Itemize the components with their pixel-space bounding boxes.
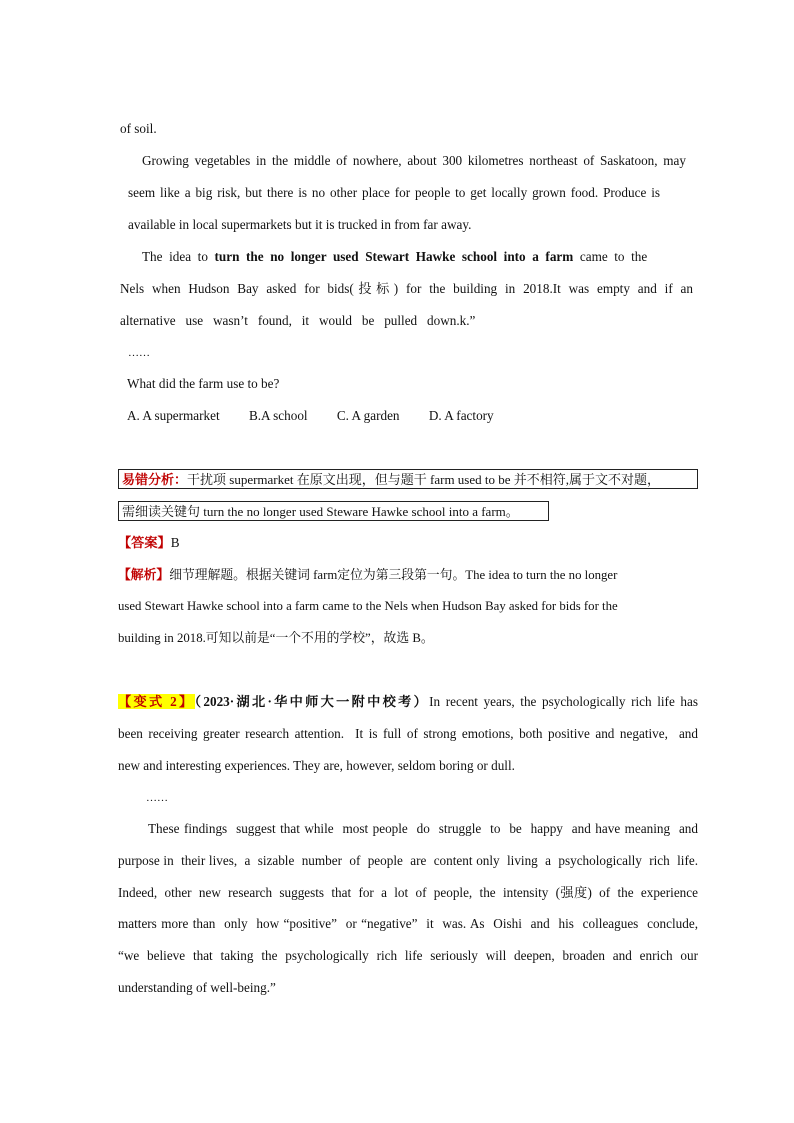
variant-source: （2023·湖北·华中师大一附中校考） (194, 694, 430, 709)
error-analysis-text: 需细读关键句 turn the no longer used Steware Hawke school into a farm。 (122, 504, 519, 519)
analysis-line: used Stewart Hawke school into a farm came to the Nels when Hudson Bay asked for bids for the (118, 599, 618, 613)
option-c: C. A garden (336, 408, 400, 423)
variant-line: new and interesting experiences. They are, however, seldom boring or dull. (118, 758, 515, 773)
variant-line: matters more than only how “positive” or “negative” it was. As Oishi and his colleagues conclude, (118, 916, 698, 931)
passage-line: seem like a big risk, but there is no other place for people to get locally grown food. Produce is (128, 185, 660, 200)
passage-line (142, 248, 679, 266)
passage-line: alternative use wasn’t found, it would be pulled down.k.” (120, 313, 476, 328)
passage-line: Growing vegetables in the middle of nowhere, about 300 kilometres northeast of Saskatoon, may (142, 153, 686, 168)
ellipsis: …… (146, 792, 168, 804)
answer-value: B (170, 535, 180, 550)
variant-line: purpose in their lives, a sizable number of people are content only living a psychologically rich life. (118, 853, 698, 868)
analysis-label: 【解析】 (118, 568, 170, 582)
passage-line: of soil. (120, 121, 157, 136)
variant-tag: 【变式 2】 (118, 694, 195, 709)
analysis-text: 细节理解题。根据关键词 farm定位为第三段第一句。The idea to turn the no longer (169, 568, 618, 582)
passage-line: available in local supermarkets but it is trucked in from far away. (128, 217, 472, 232)
error-analysis-label: 易错分析： (122, 472, 188, 487)
option-a: A. A supermarket (127, 408, 220, 423)
option-b: B.A school (248, 408, 308, 423)
error-analysis-box-line2 (118, 501, 549, 521)
analysis-line (118, 566, 617, 584)
variant-text: In recent years, the psychologically rich life has (429, 694, 698, 709)
passage-line: Nels when Hudson Bay asked for bids(投标) for the building in 2018.It was empty and if an (120, 281, 693, 296)
variant-line: been receiving greater research attention. It is full of strong emotions, both positive and negative, and (118, 726, 698, 741)
error-analysis-box (118, 469, 698, 489)
option-d: D. A factory (428, 408, 494, 423)
key-phrase: turn the no longer used Stewart Hawke school into a farm (214, 249, 574, 264)
passage-text: The idea to (142, 249, 215, 264)
variant-heading-line (118, 693, 698, 711)
analysis-line: building in 2018.可知以前是“一个不用的学校”，故选 B。 (118, 631, 434, 645)
answer-label: 【答案】 (118, 535, 171, 550)
variant-line: Indeed, other new research suggests that for a lot of people, the intensity (强度) of the experience (118, 885, 698, 900)
question-text: What did the farm use to be? (127, 376, 280, 391)
error-analysis-text: 干扰项 supermarket 在原文出现，但与题干 farm used to be 并不相符,属于文不对题， (187, 472, 661, 487)
variant-line: “we believe that taking the psychologically rich life seriously will deepen, broaden and enrich our (118, 948, 698, 963)
variant-line: understanding of well-being.” (118, 980, 276, 995)
answer-line (118, 534, 180, 552)
variant-line: These findings suggest that while most people do struggle to be happy and have meaning and (148, 821, 698, 836)
ellipsis: …… (128, 347, 150, 359)
passage-text: came to the (573, 249, 648, 264)
answer-options (127, 407, 520, 425)
